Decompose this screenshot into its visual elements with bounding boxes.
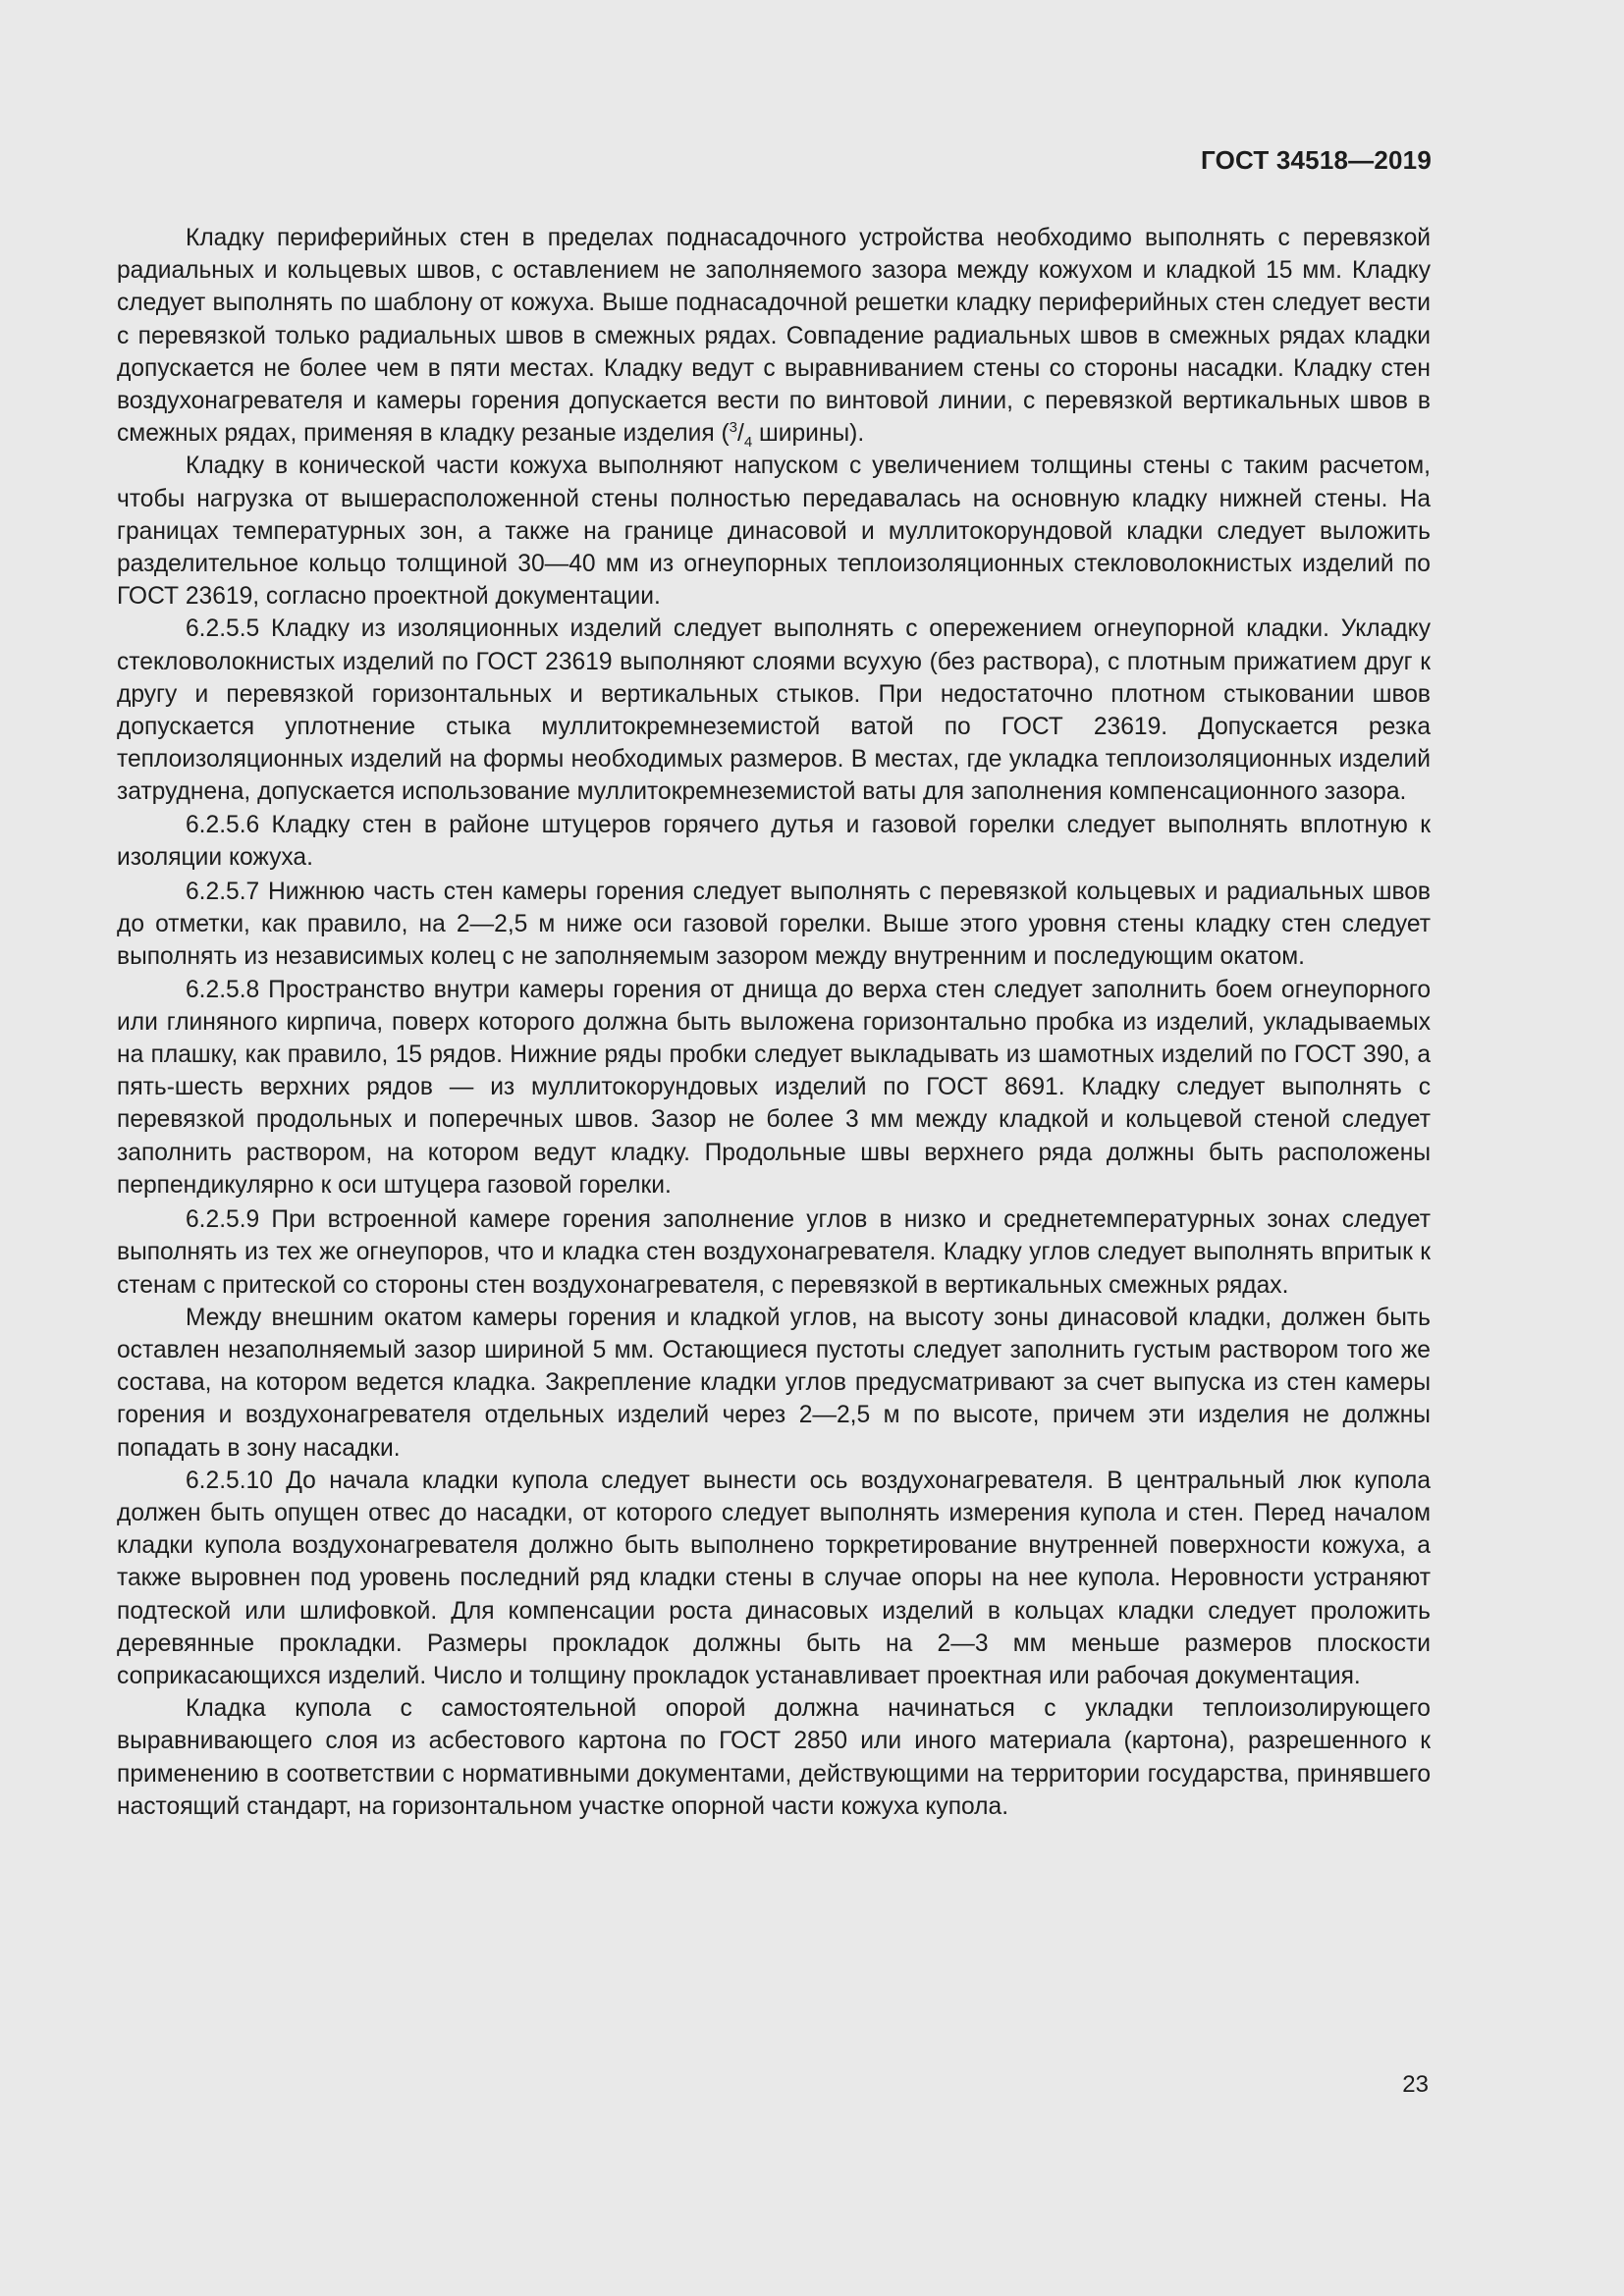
paragraph: Между внешним окатом камеры горения и кладкой углов, на высоту зоны динасовой кладки, должен быть оставлен незаполняемый зазор шириной 5 мм. Остающиеся пустоты следует заполнить густым раствором того же состава, на котором ведется кладка. Закрепление кладки углов предусматривают за счет выпуска из стен камеры горения и воздухонагревателя отдельных изделий через 2—2,5 м по высоте, причем эти изделия не должны попадать в зону насадки. (117, 1304, 1431, 1462)
clause-6-2-5-6: 6.2.5.6 Кладку стен в районе штуцеров горячего дутья и газовой горелки следует выполнять вплотную к изоляции кожуха. (117, 811, 1431, 871)
paragraph: Кладка купола с самостоятельной опорой должна начинаться с укладки теплоизолирующего выравнивающего слоя из асбестового картона по ГОСТ 2850 или иного материала (картона), разрешенного к применению в соответствии с нормативными документами, действующими на территории государства, принявшего настоящий стандарт, на горизонтальном участке опорной части кожуха купола. (117, 1695, 1431, 1820)
clause-6-2-5-7: 6.2.5.7 Нижнюю часть стен камеры горения следует выполнять с перевязкой кольцевых и радиальных швов до отметки, как правило, на 2—2,5 м ниже оси газовой горелки. Выше этого уровня стены кладку стен следует выполнять из независимых колец с не заполняемым зазором между внутренним и последующим окатом. (117, 879, 1431, 971)
fraction-numerator: 3 (729, 419, 738, 437)
paragraph-text: Кладку периферийных стен в пределах поднасадочного устройства необходимо выполнять с перевязкой радиальных и кольцевых швов, с оставлением не заполняемого зазора между кожухом и кладкой 15 мм. Кладку следует выполнять по шаблону от кожуха. Выше поднасадочной решетки кладку периферийных стен следует вести с перевязкой только радиальных швов в смежных рядах. Совпадение радиальных швов в смежных рядах кладки допускается не более чем в пяти местах. Кладку ведут с выравниванием стены со стороны насадки. Кладку стен воздухонагревателя и камеры горения допускается вести по винтовой линии, с перевязкой вертикальных швов в смежных рядах, применяя в кладку резаные изделия ( (117, 225, 1431, 448)
clause-6-2-5-5: 6.2.5.5 Кладку из изоляционных изделий следует выполнять с опережением огнеупорной кладки. Укладку стекловолокнистых изделий по ГОСТ 23619 выполняют слоями всухую (без раствора), с плотным прижатием друг к другу и перевязкой горизонтальных и вертикальных стыков. При недостаточно плотном стыковании швов допускается уплотнение стыка муллитокремнеземистой ватой по ГОСТ 23619. Допускается резка теплоизоляционных изделий на формы необходимых размеров. В местах, где укладка теплоизоляционных изделий затруднена, допускается использование муллитокремнеземистой ваты для заполнения компенсационного зазора. (117, 615, 1431, 806)
standard-header: ГОСТ 34518—2019 (1201, 145, 1432, 175)
fraction: $^3/_4$ (729, 419, 753, 452)
paragraph (117, 222, 1431, 450)
fraction-denominator: 4 (743, 434, 753, 452)
clause-6-2-5-8: 6.2.5.8 Пространство внутри камеры горения от днища до верха стен следует заполнить боем огнеупорного или глиняного кирпича, поверх которого должна быть выложена горизонтально пробка из изделий, укладываемых на плашку, как правило, 15 рядов. Нижние ряды пробки следует выкладывать из шамотных изделий по ГОСТ 390, а пять-шесть верхних рядов — из муллитокорундовых изделий по ГОСТ 8691. Кладку следует выполнять с перевязкой продольных и поперечных швов. Зазор не более 3 мм между кладкой и кольцевой стеной следует заполнить раствором, на котором ведут кладку. Продольные швы верхнего ряда должны быть расположены перпендикулярно к оси штуцера газовой горелки. (117, 976, 1431, 1199)
clause-6-2-5-9: 6.2.5.9 При встроенной камере горения заполнение углов в низко и среднетемпературных зонах следует выполнять из тех же огнеупоров, что и кладка стен воздухонагревателя. Кладку углов следует выполнять впритык к стенам с притеской со стороны стен воздухонагревателя, с перевязкой в вертикальных смежных рядах. (117, 1206, 1431, 1299)
clause-6-2-5-10: 6.2.5.10 До начала кладки купола следует вынести ось воздухонагревателя. В центральный люк купола должен быть опущен отвес до насадки, от которого следует выполнять измерения купола и стен. Перед началом кладки купола воздухонагревателя должно быть выполнено торкретирование внутренней поверхности кожуха, а также выровнен под уровень последний ряд кладки стены в случае опоры на нее купола. Неровности устраняют подтеской или шлифовкой. Для компенсации роста динасовых изделий в кольцах кладки следует проложить деревянные прокладки. Размеры прокладок должны быть на 2—3 мм меньше размеров плоскости соприкасающихся изделий. Число и толщину прокладок устанавливает проектная или рабочая документация. (117, 1467, 1431, 1689)
paragraph: Кладку в конической части кожуха выполняют напуском с увеличением толщины стены с таким расчетом, чтобы нагрузка от вышерасположенной стены полностью передавалась на основную кладку нижней стены. На границах температурных зон, а также на границе динасовой и муллитокорундовой кладки следует выложить разделительное кольцо толщиной 30—40 мм из огнеупорных теплоизоляционных стекловолокнистых изделий по ГОСТ 23619, согласно проектной документации. (117, 453, 1431, 611)
page-number: 23 (1402, 2071, 1429, 2098)
paragraph-text: ширины). (752, 420, 865, 448)
body-text (117, 222, 1431, 1823)
